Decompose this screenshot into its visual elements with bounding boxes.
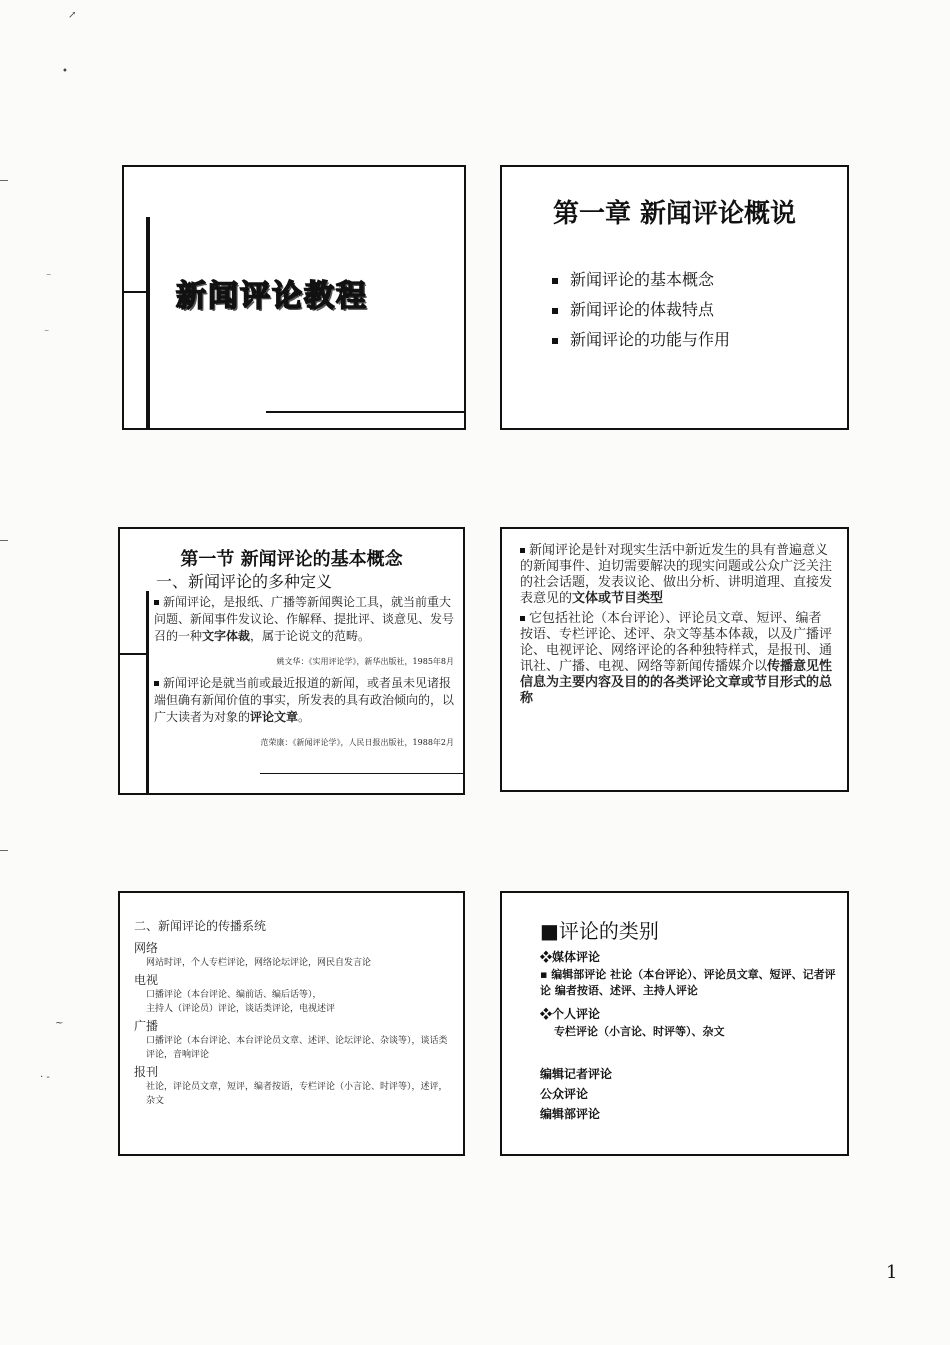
comment-types [540,915,840,1124]
category-name: 电视 [134,973,159,987]
square-bullet-icon [154,600,159,605]
diamond-bullet-icon: ❖ [540,1007,553,1021]
outline-item: 新闻评论的功能与作用 [552,327,730,350]
distribution-list [134,917,454,1110]
citation-1: 姚文华：《实用评论学》，新华出版社，1985年8月 [276,657,454,666]
extra-type: 编辑部评论 [540,1107,601,1121]
decor-bar [266,411,466,413]
square-bullet-icon [154,681,159,686]
slide-definition [500,527,849,792]
diamond-bullet-icon: ❖ [540,950,553,964]
chapter-outline [552,267,730,357]
extra-type: 公众评论 [540,1087,589,1101]
media-heading: ❖媒体评论 [540,950,601,964]
scan-speck: • [62,66,68,77]
slide-chapter-one [500,165,849,430]
definition-2: 新闻评论是就当前或最近报道的新闻，或者虽未见诸报端但确有新闻价值的事实，所发表的具有政治倾向的，以广大读者为对象的评论文章。 [154,676,455,724]
extra-type: 编辑记者评论 [540,1067,613,1081]
course-title: 新闻评论教程 [176,279,368,314]
category-desc: 口播评论（本台评论、本台评论员文章、述评、论坛评论、杂谈等），谈话类评论，音响评论 [146,1036,448,1060]
media-line: ▪ 编辑部评论 社论（本台评论）、评论员文章、短评、记者评论 编者按语、述评、主持人评论 [540,968,836,997]
category-desc: 网站时评，个人专栏评论，网络论坛评论，网民自发言论 [146,958,372,968]
definition-text [520,543,834,711]
square-bullet-icon: ■ [540,919,559,943]
square-bullet-icon [552,308,558,314]
slide-section-one [118,527,465,795]
scan-speck: · - [40,1072,50,1083]
decor-bar [146,591,149,795]
scan-speck: ↗ [68,10,77,21]
dot-bullet-icon: ▪ [540,968,552,981]
scan-speck: ⁻ [44,328,50,339]
category-name: 广播 [134,1019,159,1033]
subsection-title: 一、新闻评论的多种定义 [156,572,333,591]
outline-item: 新闻评论的体裁特点 [552,297,730,320]
square-bullet-icon [520,616,525,621]
square-bullet-icon [520,548,525,553]
section-title: 第一节 新闻评论的基本概念 [180,549,403,570]
slide-title: ■评论的类别 [540,919,659,943]
slide-comment-types [500,891,849,1156]
paragraph-2: 它包括社论（本台评论）、评论员文章、短评、编者按语、专栏评论、述评、杂文等基本体裁，以及广播评论、电视评论、网络评论的各种独特样式，是报刊、通讯社、广播、电视、网络等新闻传播媒介以传播意见性信息为主要内容及目的的各类评论文章或节目形式的总称 [520,611,833,706]
category-desc: 口播评论（本台评论、编前话、编后话等）， 主持人（评论员）评论，谈话类评论，电视述评 [146,990,336,1014]
personal-line: 专栏评论（小言论、时评等）、杂文 [554,1025,725,1038]
decor-bar [124,291,146,293]
paragraph-1: 新闻评论是针对现实生活中新近发生的具有普遍意义的新闻事件、迫切需要解决的现实问题或公众广泛关注的社会话题，发表议论、做出分析、讲明道理、直接发表意见的文体或节目类型 [520,543,833,606]
category-name: 网络 [134,941,159,955]
category-desc: 社论，评论员文章，短评，编者按语，专栏评论（小言论、时评等），述评，杂文 [146,1082,448,1106]
slide-distribution-system [118,891,465,1156]
square-bullet-icon [552,338,558,344]
category-name: 报刊 [134,1065,159,1079]
scan-edge-mark [0,180,8,181]
definition-1: 新闻评论，是报纸、广播等新闻舆论工具，就当前重大问题、新闻事件发议论、作解释、提批评、谈意见、发号召的一种文字体裁，属于论说文的范畴。 [154,595,455,643]
scan-edge-mark [0,850,8,851]
decor-bar [146,217,150,429]
decor-bar [260,773,465,774]
definitions [154,594,454,756]
scan-edge-mark [0,540,8,541]
outline-item: 新闻评论的基本概念 [552,267,730,290]
personal-heading: ❖个人评论 [540,1007,601,1021]
scan-speck: ~ [55,1018,64,1029]
decor-bar [120,653,146,655]
chapter-title: 第一章 新闻评论概说 [552,199,797,229]
page-number: 1 [886,1262,898,1283]
citation-2: 范荣康：《新闻评论学》，人民日报出版社，1988年2月 [260,738,454,747]
slide-course-title [122,165,466,430]
square-bullet-icon [552,278,558,284]
slide-title: 二、新闻评论的传播系统 [134,919,267,933]
scan-speck: ⁻ [46,272,52,283]
